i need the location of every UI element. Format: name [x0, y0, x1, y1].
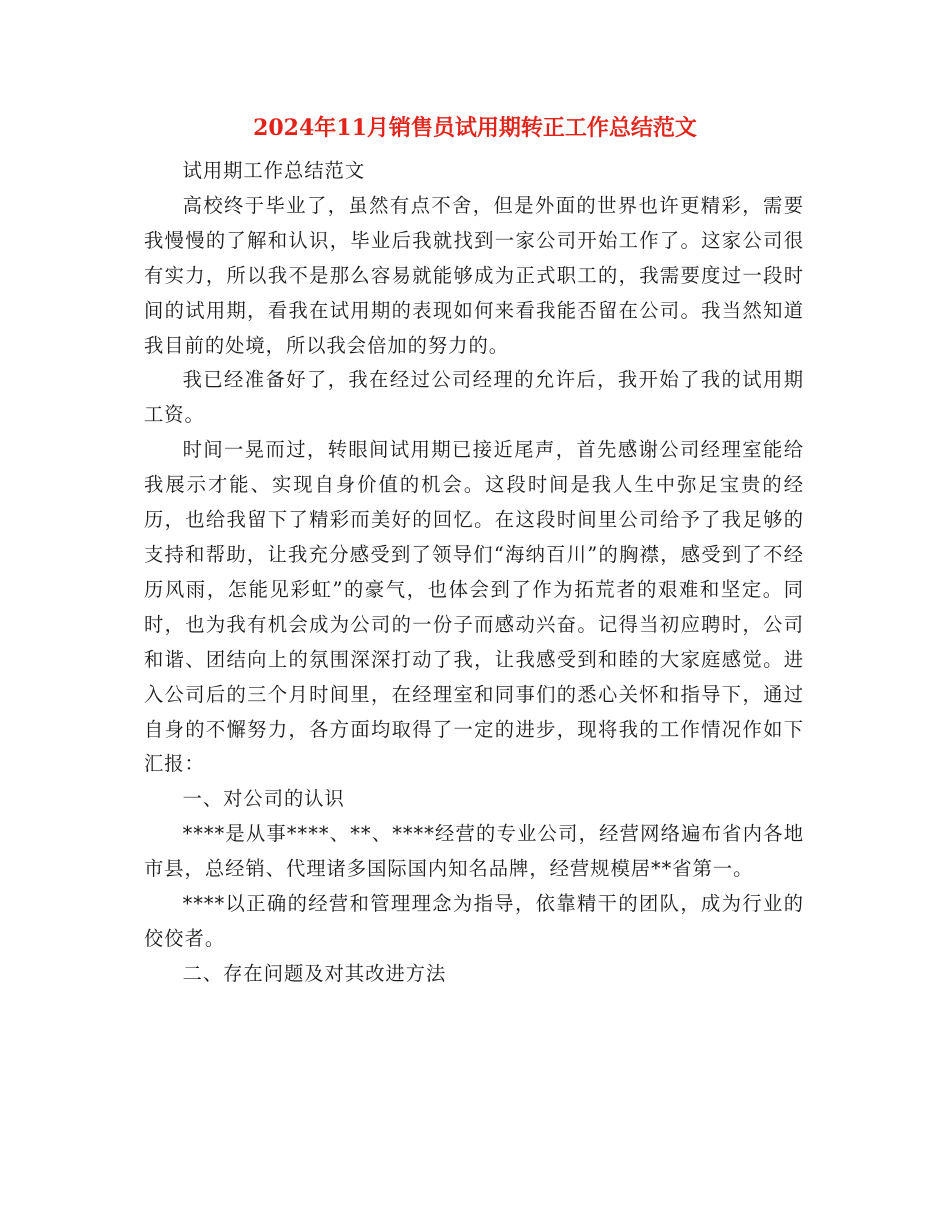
document-title: 2024年11月销售员试用期转正工作总结范文 — [253, 115, 697, 141]
body-paragraph: ****以正确的经营和管理理念为指导，依靠精干的团队，成为行业的佼佼者。 — [144, 892, 804, 950]
section-heading: 一、对公司的认识 — [182, 787, 345, 811]
body-paragraph: 我已经准备好了，我在经过公司经理的允许后，我开始了我的试用期工资。 — [144, 368, 804, 427]
body-paragraph: ****是从事****、**、****经营的专业公司，经营网络遍布省内各地市县，总经销、代理诸多国际国内知名品牌，经营规模居**省第一。 — [144, 822, 804, 881]
subtitle-paragraph: 试用期工作总结范文 — [182, 159, 366, 182]
body-paragraph: 时间一晃而过，转眼间试用期已接近尾声，首先感谢公司经理室能给我展示才能、实现自身价值的机会。这段时间是我人生中弥足宝贵的经历，也给我留下了精彩而美好的回忆。在这段时间里公司给予了我足够的支持和帮助，让我充分感受到了领导们“海纳百川”的胸襟，感受到了不经历风雨，怎能见彩虹”的豪气，也体会到了作为拓荒者的艰难和坚定。同时，也为我有机会成为公司的一份子而感动兴奋。记得当初应聘时，公司和谐、团结向上的氛围深深打动了我，让我感受到和睦的大家庭感觉。进入公司后的三个月时间里，在经理室和同事们的悉心关怀和指导下，通过自身的不懈努力，各方面均取得了一定的进步，现将我的工作情况作如下汇报： — [144, 438, 804, 776]
document-body — [144, 154, 804, 992]
section-heading: 二、存在问题及对其改进方法 — [182, 961, 447, 985]
body-paragraph: 高校终于毕业了，虽然有点不舍，但是外面的世界也许更精彩，需要我慢慢的了解和认识，毕业后我就找到一家公司开始工作了。这家公司很有实力，所以我不是那么容易就能够成为正式职工的，我需要度过一段时间的试用期，看我在试用期的表现如何来看我能否留在公司。我当然知道我目前的处境，所以我会倍加的努力的。 — [144, 193, 804, 357]
